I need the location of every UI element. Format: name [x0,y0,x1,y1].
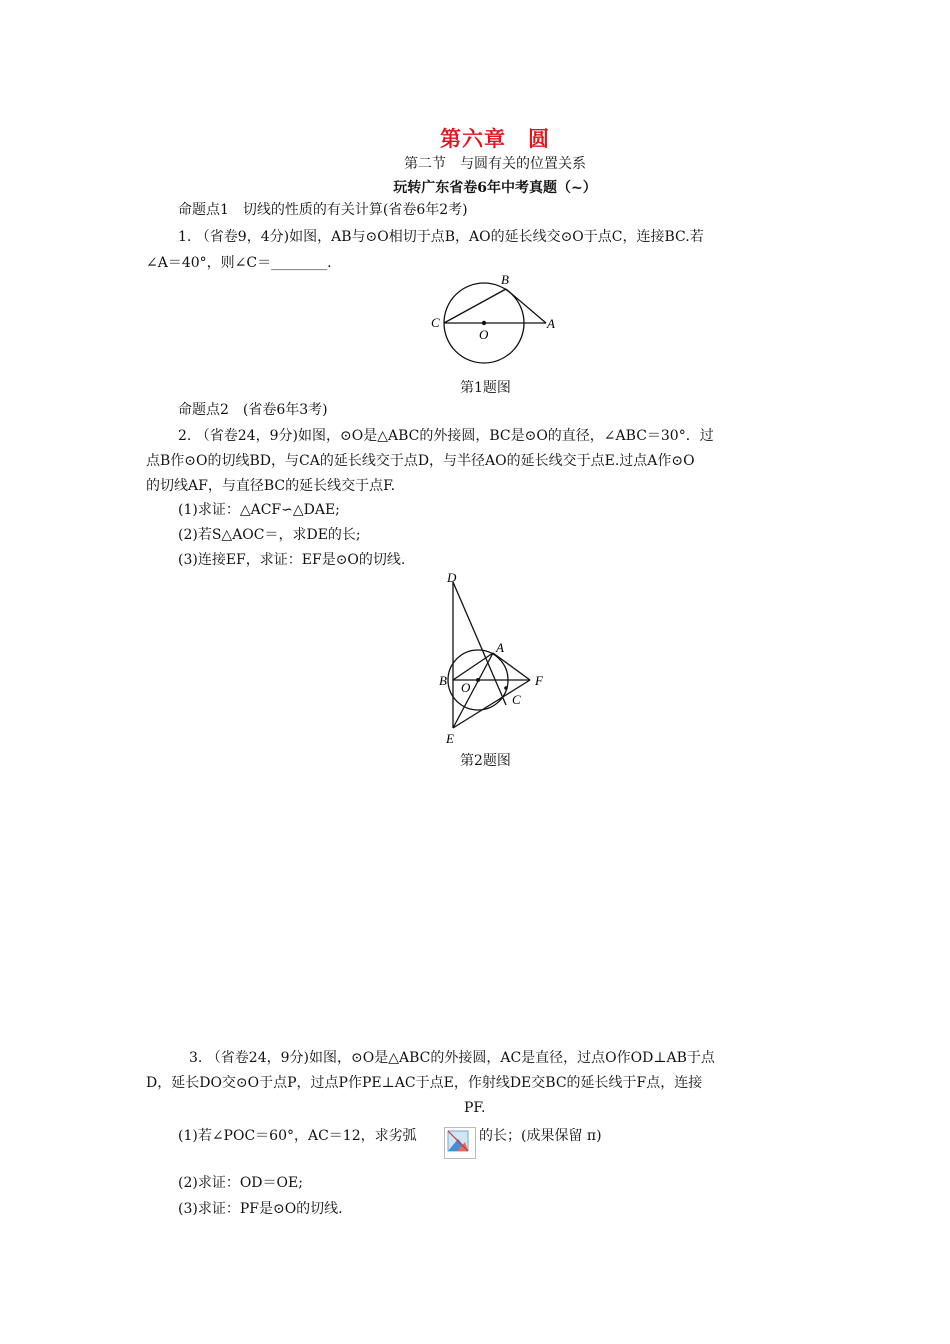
figure1-diagram [425,266,565,370]
question2-part2: (2)若S△AOC＝，求DE的长; [178,527,361,543]
figure1-caption: 第1题图 [460,380,511,396]
question1-line2: ∠A＝40°，则∠C＝________. [146,255,332,271]
topic2-heading: 命题点2 (省卷6年3考) [178,402,328,418]
question3-part1-start: (1)若∠POC＝60°，AC＝12，求劣弧 [178,1128,417,1144]
question3-part3: (3)求证：PF是⊙O的切线. [178,1201,343,1217]
question2-part1: (1)求证：△ACF∽△DAE; [178,502,340,518]
figure2-diagram [435,566,550,746]
question3-line2: D，延长DO交⊙O于点P，过点P作PE⊥AC于点E，作射线DE交BC的延长线于F点，连接 [146,1075,703,1091]
fig1-label-a: A [547,316,555,331]
fig2-line-ea [453,653,493,728]
question1-line1: 1. （省卷9，4分)如图，AB与⊙O相切于点B，AO的延长线交⊙O于点C，连接BC.若 [178,229,704,245]
fig2-point-dot [504,686,508,690]
topic1-heading: 命题点1 切线的性质的有关计算(省卷6年2考) [178,202,468,218]
section-title: 第二节 与圆有关的位置关系 [404,156,586,172]
broken-image-icon [444,1127,476,1159]
chapter-title: 第六章 圆 [440,126,550,151]
fig2-label-f: F [535,673,543,688]
fig2-label-d: D [447,570,457,585]
fig1-center-dot [482,321,486,325]
fig2-label-b: B [439,673,447,688]
fig1-line-cb [444,289,506,323]
fig1-label-o: O [479,327,489,342]
question2-line2: 点B作⊙O的切线BD，与CA的延长线交于点D，与半径AO的延长线交于点E.过点A作⊙O [146,453,695,469]
fig2-label-o: O [461,680,471,695]
question3-part2: (2)求证：OD＝OE; [178,1175,303,1191]
page-subtitle: 玩转广东省卷6年中考真题（~） [393,180,597,196]
question2-line3: 的切线AF，与直径BC的延长线交于点F. [146,478,396,494]
fig2-center-dot [476,678,480,682]
fig2-label-c: C [512,692,521,707]
fig2-label-a: A [496,640,504,655]
fig2-label-e: E [446,731,454,746]
question2-part3: (3)连接EF，求证：EF是⊙O的切线. [178,552,406,568]
fig1-label-c: C [431,315,440,330]
question3-part1-end: 的长；(成果保留 π) [479,1128,602,1144]
fig1-line-ba [506,289,546,323]
question3-line3: PF. [464,1100,486,1116]
fig1-label-b: B [501,272,509,287]
fig2-line-af [493,653,530,680]
figure2-caption: 第2题图 [460,753,511,769]
question2-line1: 2. （省卷24，9分)如图，⊙O是△ABC的外接圆，BC是⊙O的直径，∠ABC＝30°．过 [178,428,714,444]
question3-line1: 3. （省卷24，9分)如图，⊙O是△ABC的外接圆，AC是直径，过点O作OD⊥AB于点 [189,1050,715,1066]
